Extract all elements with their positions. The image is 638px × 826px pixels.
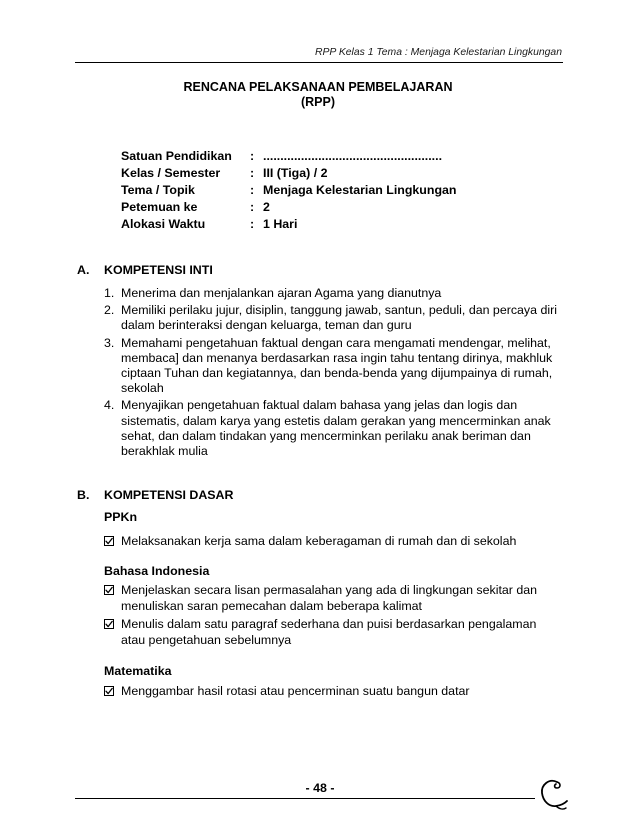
section-letter: B. — [77, 488, 90, 502]
identity-row-time-allocation — [0, 217, 600, 232]
list-item-line: berakhlak mulia — [121, 444, 208, 458]
identity-label: Alokasi Waktu — [121, 217, 206, 231]
checklist-item-line: menuliskan saran pemecahan dalam beberapa kalimat — [121, 599, 422, 613]
identity-row-school-unit — [0, 149, 600, 164]
list-item-line: Memiliki perilaku jujur, disiplin, tanggung jawab, santun, peduli, dan percaya diri — [121, 303, 557, 318]
list-item-line: sekolah — [121, 381, 164, 396]
checkbox-checked-icon — [104, 686, 114, 696]
identity-colon: : — [250, 183, 255, 197]
subject-heading-ppkn: PPKn — [104, 510, 138, 524]
list-item-line: sehat, dan dalam tindakan yang mencerminkan perilaku anak beriman dan — [121, 428, 531, 443]
identity-value: .................................................... — [263, 149, 443, 163]
checklist-item-line: Menggambar hasil rotasi atau pencerminan suatu bangun datar — [121, 684, 470, 698]
checkbox-checked-icon — [104, 619, 114, 629]
checklist-item-line: Menulis dalam satu paragraf sederhana dan puisi berdasarkan pengalaman — [121, 617, 537, 631]
checklist-item-line: Melaksanakan kerja sama dalam keberagaman di rumah dan di sekolah — [121, 534, 517, 548]
checkbox-checked-icon — [104, 585, 114, 595]
list-item-line: dalam berinteraksi dengan keluarga, teman dan guru — [121, 318, 412, 333]
identity-label: Satuan Pendidikan — [121, 149, 232, 163]
identity-value: 2 — [263, 200, 270, 214]
identity-colon: : — [250, 200, 255, 214]
identity-label: Tema / Topik — [121, 183, 195, 197]
identity-value: 1 Hari — [263, 217, 298, 231]
identity-value: III (Tiga) / 2 — [263, 166, 328, 180]
section-letter: A. — [77, 263, 90, 277]
section-b-heading — [0, 488, 600, 503]
list-item-line: membaca] dan menanya berdasarkan rasa ingin tahu tentang dirinya, makhluk — [121, 350, 553, 365]
section-title: KOMPETENSI INTI — [104, 263, 213, 277]
checkbox-checked-icon — [104, 536, 114, 546]
subject-heading-bahasa-indonesia: Bahasa Indonesia — [104, 564, 210, 578]
list-number: 1. — [104, 286, 115, 300]
identity-row-class-semester — [0, 166, 600, 181]
list-item-line: Menyajikan pengetahuan faktual dalam bahasa yang jelas dan logis dan — [121, 398, 518, 413]
identity-row-meeting — [0, 200, 600, 215]
list-item-line: Memahami pengetahuan faktual dengan cara mengamati mendengar, melihat, — [121, 335, 551, 350]
header-divider — [75, 62, 563, 63]
footer-divider — [75, 798, 535, 799]
document-title-abbreviation: (RPP) — [300, 95, 336, 109]
checklist-item-line: Menjelaskan secara lisan permasalahan yang ada di lingkungan sekitar dan — [121, 583, 538, 597]
list-number: 3. — [104, 335, 115, 350]
list-item-line: Menerima dan menjalankan ajaran Agama yang dianutnya — [121, 286, 442, 300]
checklist-item-line: atau pengetahuan sebelumnya — [121, 633, 292, 647]
subject-heading-matematika: Matematika — [104, 664, 172, 678]
page-number: - 48 - — [305, 781, 335, 795]
section-title: KOMPETENSI DASAR — [104, 488, 234, 502]
identity-value: Menjaga Kelestarian Lingkungan — [263, 183, 457, 197]
section-a-heading — [0, 263, 600, 278]
identity-label: Petemuan ke — [121, 200, 198, 214]
identity-label: Kelas / Semester — [121, 166, 221, 180]
list-item-line: ciptaan Tuhan dan kegiatannya, dan benda-benda yang dijumpainya di rumah, — [121, 366, 553, 380]
flourish-icon — [538, 776, 570, 812]
identity-colon: : — [250, 217, 255, 231]
running-header: RPP Kelas 1 Tema : Menjaga Kelestarian Lingkungan — [314, 47, 562, 58]
identity-colon: : — [250, 166, 255, 180]
identity-row-theme-topic — [0, 183, 600, 198]
list-number: 4. — [104, 398, 115, 413]
document-title: RENCANA PELAKSANAAN PEMBELAJARAN — [183, 80, 453, 94]
list-number: 2. — [104, 303, 115, 318]
list-item-line: sistematis, dalam karya yang estetis dalam gerakan yang mencerminkan anak — [121, 413, 551, 428]
identity-colon: : — [250, 149, 255, 163]
